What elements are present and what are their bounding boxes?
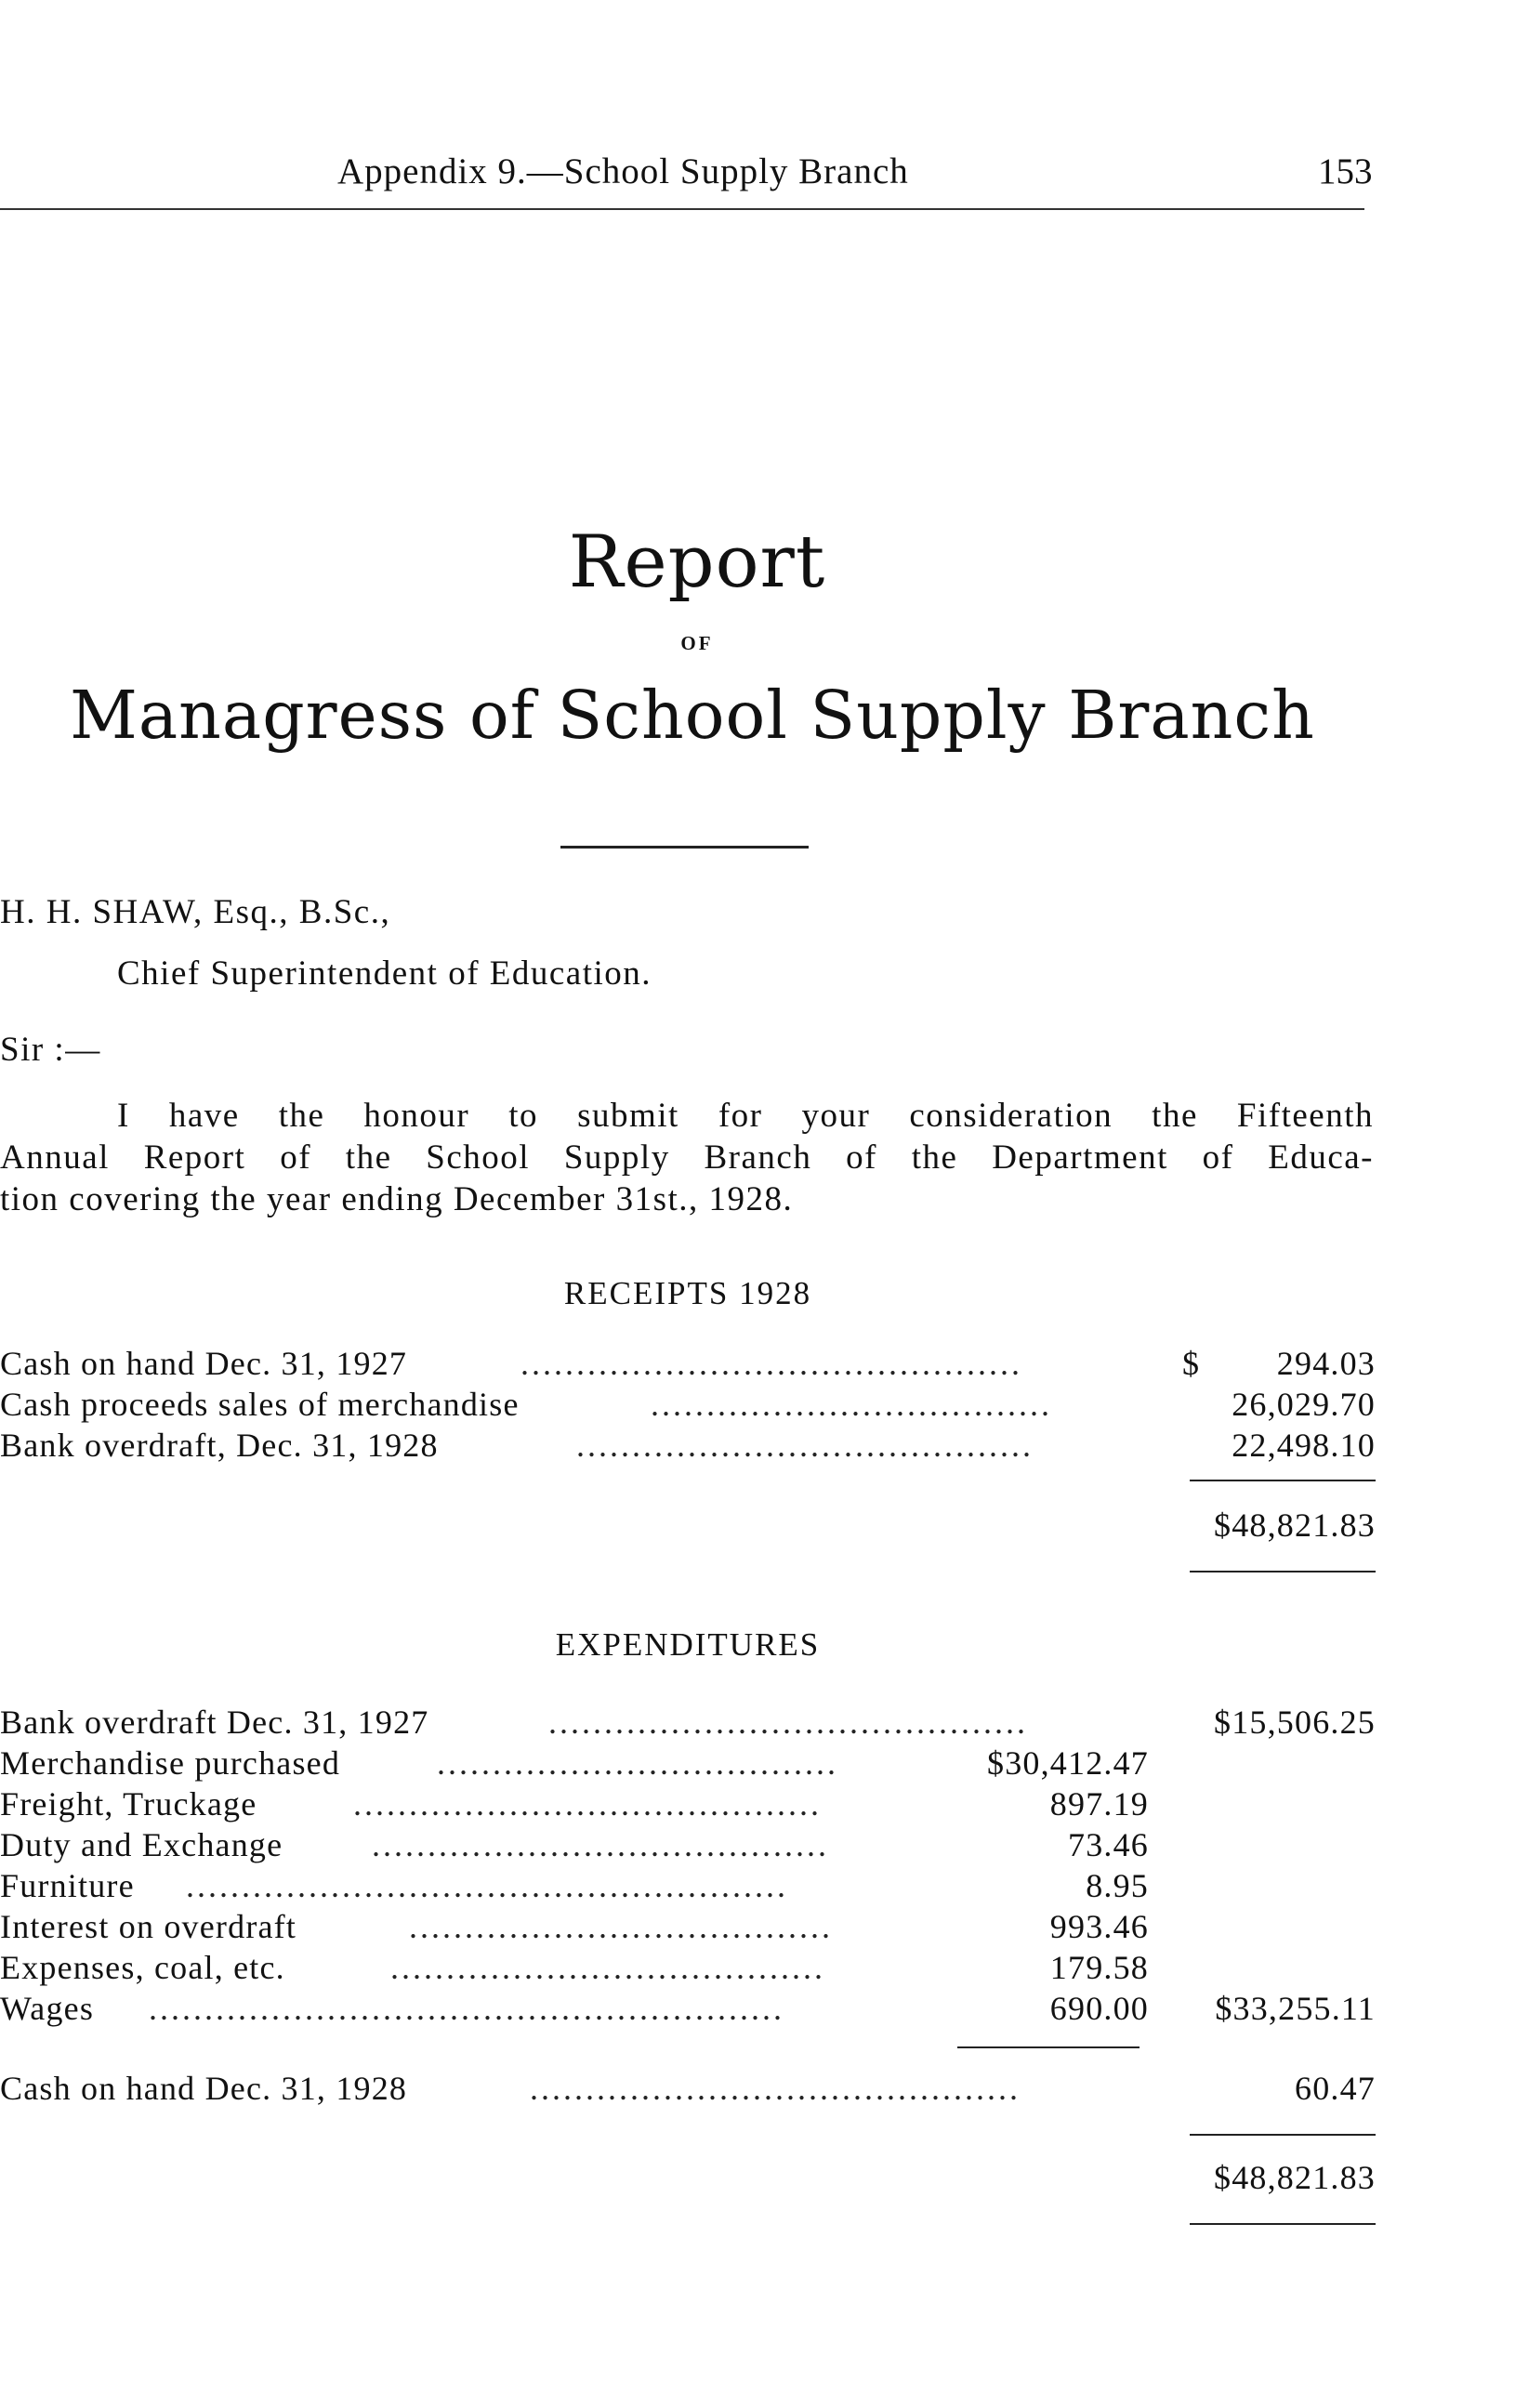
expenditure-label: Bank overdraft Dec. 31, 1927	[0, 1703, 438, 1742]
expenditure-row	[0, 1784, 1376, 1827]
report-subject-title: Managress of School Supply Branch	[70, 677, 1315, 754]
dot-leader: ......................................	[409, 1908, 833, 1945]
expenditure-label: Merchandise purchased	[0, 1743, 349, 1783]
expenditure-row	[0, 1948, 1376, 1991]
expenditure-amount: 60.47	[1285, 2069, 1376, 2108]
sum-rule	[1190, 2134, 1376, 2136]
expenditure-amount: 690.00	[1041, 1989, 1149, 2028]
receipt-dollar-sign: $	[1182, 1345, 1201, 1382]
expenditure-label: Expenses, coal, etc.	[0, 1948, 295, 1987]
expenditure-amount: $15,506.25	[1205, 1703, 1376, 1742]
title-rule	[560, 846, 809, 849]
page-number: 153	[1318, 151, 1373, 191]
dot-leader: ..........................................	[353, 1785, 822, 1822]
expenditure-label: Freight, Truckage	[0, 1784, 266, 1823]
receipt-row	[0, 1344, 1376, 1387]
dot-leader: ....................................	[651, 1386, 1052, 1423]
receipt-amount: 294.03	[1268, 1344, 1376, 1383]
sum-rule	[1190, 1480, 1376, 1481]
salutation: Sir :—	[0, 1031, 101, 1069]
expenditure-row	[0, 2069, 1376, 2112]
expenditure-amount: 179.58	[1041, 1948, 1149, 1987]
receipts-total: $48,821.83	[1205, 1506, 1376, 1545]
intro-line: Annual Report of the School Supply Branch of the Department of Educa-	[0, 1138, 1374, 1177]
dot-leader: ......................................................	[186, 1867, 788, 1904]
receipts-heading: RECEIPTS 1928	[563, 1275, 812, 1311]
receipt-row	[0, 1385, 1376, 1428]
receipt-amount: 26,029.70	[1222, 1385, 1376, 1424]
intro-line: I have the honour to submit for your consideration the Fifteenth	[117, 1097, 1374, 1135]
expenditures-heading: EXPENDITURES	[555, 1626, 821, 1663]
expenditure-row	[0, 1825, 1376, 1868]
expenditure-label: Duty and Exchange	[0, 1825, 292, 1864]
expenditure-amount: 8.95	[1076, 1866, 1149, 1905]
addressee-position: Chief Superintendent of Education.	[117, 954, 652, 993]
running-header-title: Appendix 9.—School Supply Branch	[337, 151, 909, 191]
expenditure-amount: 73.46	[1059, 1825, 1149, 1864]
expenditure-label: Interest on overdraft	[0, 1907, 306, 1946]
receipt-label: Cash on hand Dec. 31, 1927	[0, 1344, 416, 1383]
expenditure-row	[0, 1989, 1376, 2032]
addressee-name: H. H. SHAW, Esq., B.Sc.,	[0, 893, 391, 931]
expenditure-label: Furniture	[0, 1866, 144, 1905]
dot-leader: .........................................	[576, 1427, 1034, 1464]
dot-leader: .........................................................	[149, 1990, 784, 2027]
dot-leader: ............................................	[530, 2070, 1021, 2107]
expenditure-label: Wages	[0, 1989, 103, 2028]
dot-leader: .......................................	[390, 1949, 825, 1986]
expenditures-subtotal: $33,255.11	[1205, 1989, 1376, 2028]
receipt-row	[0, 1426, 1376, 1468]
expenditures-total: $48,821.83	[1205, 2158, 1376, 2197]
expenditure-label: Cash on hand Dec. 31, 1928	[0, 2069, 416, 2108]
expenditure-amount: 897.19	[1041, 1784, 1149, 1823]
dot-leader: ....................................	[437, 1744, 838, 1782]
report-title: Report	[568, 520, 826, 604]
subtotal-rule	[957, 2046, 1140, 2048]
intro-paragraph	[0, 1095, 1374, 1220]
total-rule	[1190, 2223, 1376, 2225]
expenditure-amount: 993.46	[1041, 1907, 1149, 1946]
expenditure-row	[0, 1907, 1376, 1950]
dot-leader: ...........................................	[548, 1704, 1028, 1741]
header-rule	[0, 208, 1364, 210]
receipts-total-row	[0, 1506, 1376, 1548]
expenditure-amount: $30,412.47	[978, 1743, 1149, 1783]
expenditure-row	[0, 1866, 1376, 1909]
receipt-label: Cash proceeds sales of merchandise	[0, 1385, 529, 1424]
receipt-label: Bank overdraft, Dec. 31, 1928	[0, 1426, 448, 1465]
dot-leader: .............................................	[520, 1345, 1022, 1382]
dot-leader: .........................................	[372, 1826, 829, 1863]
receipt-amount: 22,498.10	[1222, 1426, 1376, 1465]
expenditure-row	[0, 1703, 1376, 1745]
intro-line: tion covering the year ending December 31st., 1928.	[0, 1180, 794, 1218]
expenditure-row	[0, 1743, 1376, 1786]
report-title-of: OF	[680, 632, 714, 654]
expenditures-total-row	[0, 2158, 1376, 2201]
total-rule	[1190, 1571, 1376, 1572]
